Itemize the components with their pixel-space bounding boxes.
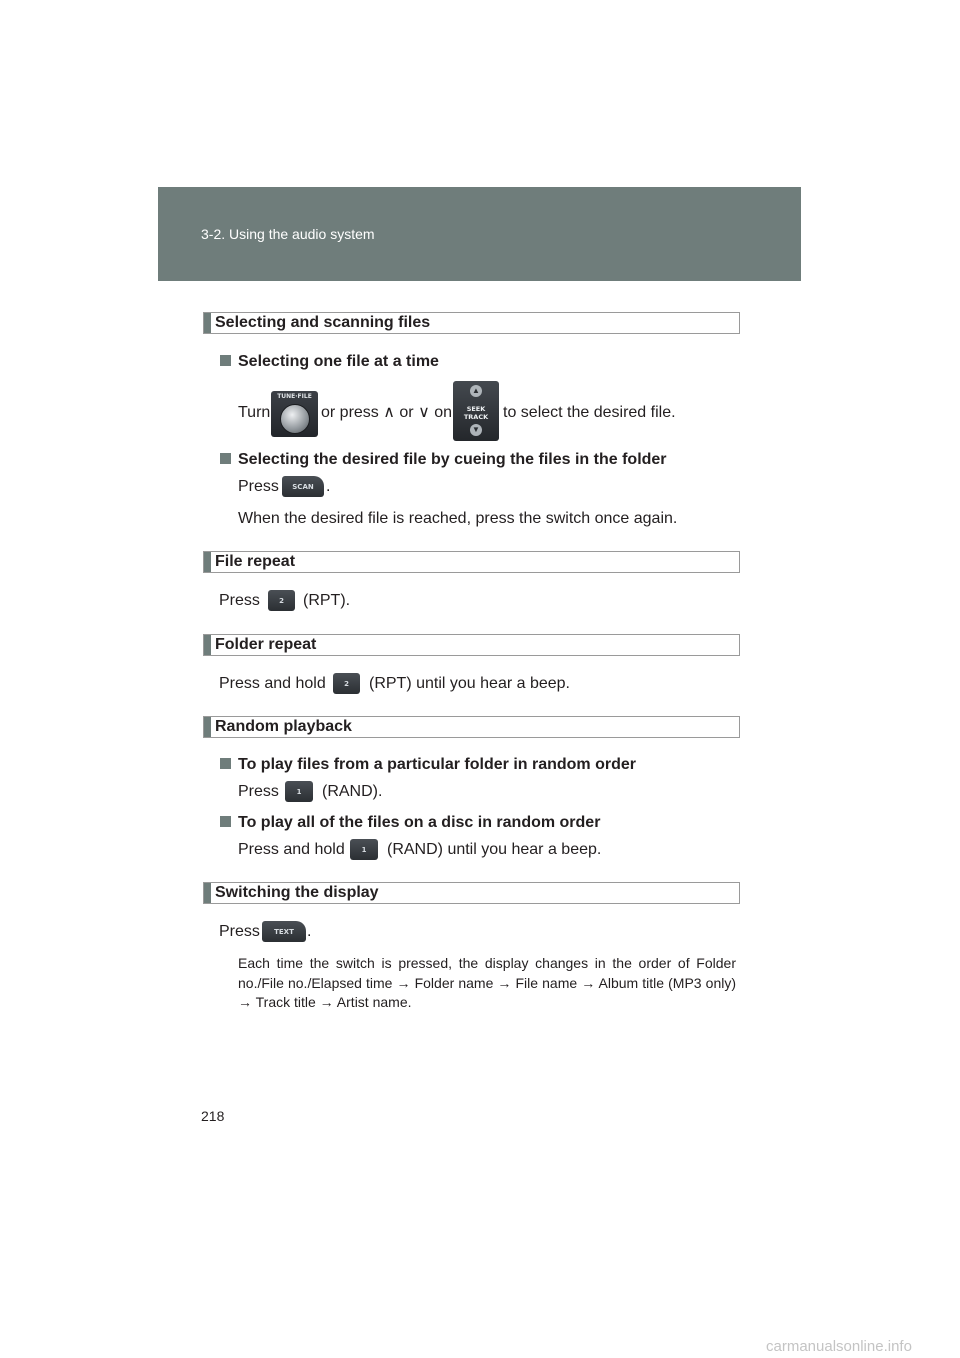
section-header-file-repeat [203,551,740,573]
bullet-square-icon [220,758,231,769]
section-header-random [203,716,740,738]
period-text: . [307,923,312,940]
section-title: Switching the display [215,884,379,901]
display-order-note: Each time the switch is pressed, the display changes in the order of Folder no./File no./Elapsed time → Folder name → File name → Album title (MP3 only) → Track title → Artist name. [238,955,736,1010]
text-button-icon: TEXT [262,921,306,942]
watermark: carmanualsonline.info [766,1338,912,1355]
bullet-square-icon [220,355,231,366]
section-title: Folder repeat [215,636,317,653]
rpt-hold-text: (RPT) until you hear a beep. [369,675,570,692]
section-header-display [203,882,740,904]
turn-text: Turn [238,404,271,421]
press-text: Press [238,783,279,800]
or-press-text: or press ∧ or ∨ on [321,404,453,421]
when-reached-text: When the desired file is reached, press the switch once again. [238,510,678,527]
press-text: Press [238,478,279,495]
chevron-down-icon: ▼ [470,424,482,436]
rpt-text: (RPT). [303,592,351,609]
section-header-folder-repeat [203,634,740,656]
press-text: Press [219,923,260,940]
subheading-selecting-one: Selecting one file at a time [220,353,439,371]
subheading-cueing: Selecting the desired file by cueing the files in the folder [220,451,667,469]
breadcrumb: 3-2. Using the audio system [201,226,375,242]
rand-text: (RAND). [322,783,383,800]
tune-file-knob-icon: TUNE·FILE [271,391,318,437]
press-hold-text: Press and hold [238,841,345,858]
subheading-random-disc: To play all of the files on a disc in random order [220,814,600,832]
section-title: Selecting and scanning files [215,314,431,331]
page-number: 218 [201,1108,225,1124]
section-header-selecting [203,312,740,334]
section-title: File repeat [215,553,296,570]
period-text: . [326,478,331,495]
seek-track-button-icon: ▲ SEEK TRACK ▼ [453,381,499,441]
button-1-icon: 1 [350,839,378,860]
subheading-random-folder: To play files from a particular folder in random order [220,756,636,774]
button-1-icon: 1 [285,781,313,802]
press-text: Press [219,592,260,609]
bullet-square-icon [220,816,231,827]
press-hold-text: Press and hold [219,675,326,692]
header-band [158,187,801,281]
to-select-text: to select the desired file. [503,404,676,421]
button-2-icon: 2 [333,673,360,694]
button-2-icon: 2 [268,590,295,611]
section-title: Random playback [215,718,352,735]
bullet-square-icon [220,453,231,464]
chevron-up-icon: ▲ [470,385,482,397]
scan-button-icon: SCAN [282,476,324,497]
rand-hold-text: (RAND) until you hear a beep. [387,841,602,858]
